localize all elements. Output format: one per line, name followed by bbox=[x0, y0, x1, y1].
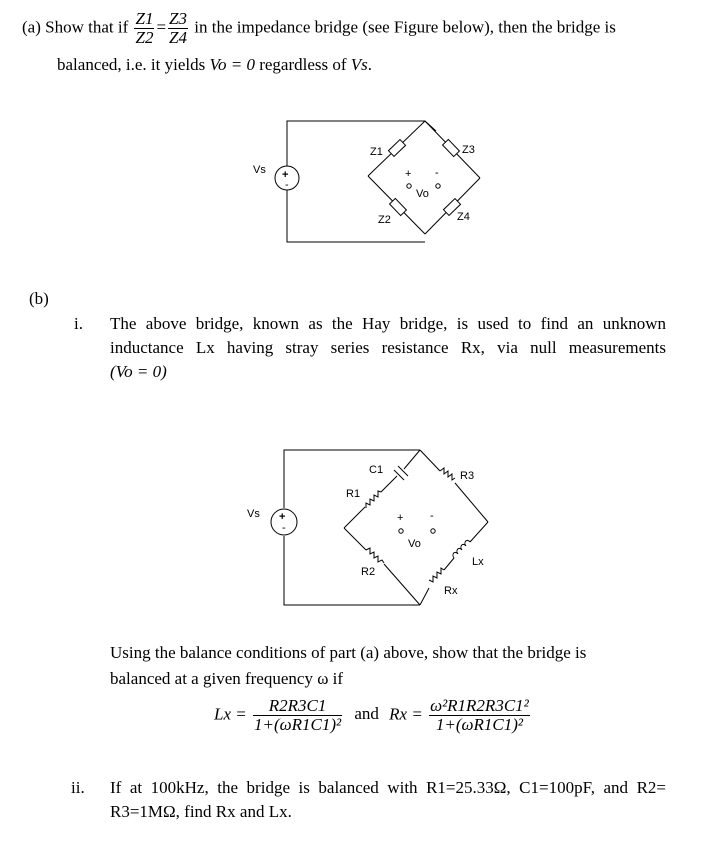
balance-line1: Using the balance conditions of part (a) above, show that the bridge is bbox=[110, 643, 587, 662]
part-a-period: . bbox=[367, 55, 373, 74]
lx-fraction bbox=[253, 697, 342, 734]
fig2-vo-label: Vo bbox=[408, 538, 421, 550]
item-i-line2: inductance Lx having stray series resistance Rx, via null measurements bbox=[110, 338, 666, 357]
ratio-right-num: Z3 bbox=[169, 9, 188, 28]
fig2-left-lower-wire bbox=[344, 507, 365, 528]
fig2-rx-wire-a bbox=[444, 558, 454, 570]
fig2-r3-wire-b bbox=[455, 483, 488, 522]
item-i-marker: i. bbox=[74, 314, 83, 333]
rx-denominator: 1+(ωR1C1)² bbox=[435, 715, 523, 734]
fig1-z2-label: Z2 bbox=[378, 214, 391, 226]
fig2-minus: - bbox=[282, 522, 286, 534]
fig2-r1-label: R1 bbox=[346, 488, 361, 500]
fig2-left-upper-wire bbox=[404, 450, 420, 469]
fig1-z3-label: Z3 bbox=[462, 144, 475, 156]
fig1-z1-label: Z1 bbox=[370, 146, 383, 158]
part-a-line2-mid: regardless of bbox=[259, 55, 347, 74]
part-b-label: (b) bbox=[29, 289, 49, 308]
ratio-eq: = bbox=[156, 17, 167, 37]
item-ii-line2: R3=1MΩ, find Rx and Lx. bbox=[110, 802, 292, 821]
ratio-right-den: Z4 bbox=[169, 28, 188, 47]
fig2-vo-plus-terminal bbox=[399, 529, 403, 533]
fig1-vo-minus: - bbox=[435, 167, 439, 179]
ratio-left-den: Z2 bbox=[135, 28, 154, 47]
and-word: and bbox=[354, 704, 379, 724]
fig2-r3-wire-a bbox=[420, 450, 440, 471]
fig2-lx-label: Lx bbox=[472, 556, 484, 568]
fig1-vs-label: Vs bbox=[253, 164, 266, 176]
equation-row bbox=[214, 697, 532, 734]
balance-line2: balanced at a given frequency ω if bbox=[110, 669, 344, 688]
rx-fraction bbox=[429, 697, 530, 734]
fig2-vs-label: Vs bbox=[247, 508, 260, 520]
fig2-lx-wire bbox=[470, 522, 488, 542]
lx-lhs: Lx = bbox=[214, 704, 247, 724]
fig2-vo-minus-terminal bbox=[431, 529, 435, 533]
fig2-wire-bottom bbox=[284, 536, 420, 605]
fig2-c1-plate-a bbox=[398, 466, 408, 476]
fig2-c1-plate-b bbox=[394, 470, 404, 480]
fig2-lx-coil bbox=[453, 540, 470, 558]
fig2-plus: + bbox=[279, 511, 286, 523]
fig1-plus: + bbox=[282, 169, 289, 181]
fig2-r3-label: R3 bbox=[460, 470, 475, 482]
fig2-vo-plus: + bbox=[397, 512, 404, 524]
rx-lhs: Rx = bbox=[389, 704, 423, 724]
item-ii-marker: ii. bbox=[71, 778, 85, 797]
part-a-text-after: in the impedance bridge (see Figure below), then the bridge is bbox=[194, 17, 616, 37]
fig2-rx-zigzag bbox=[429, 568, 444, 582]
part-a-text-before: Show that if bbox=[45, 17, 129, 37]
fig1-vo-label: Vo bbox=[416, 188, 429, 200]
item-ii-line1: If at 100kHz, the bridge is balanced with R1=25.33Ω, C1=100pF, and R2= bbox=[110, 778, 666, 797]
fig1-vo-plus: + bbox=[405, 168, 412, 180]
ratio-left-num: Z1 bbox=[135, 9, 154, 28]
part-a-vs: Vs bbox=[350, 55, 368, 74]
fig2-r2-zigzag bbox=[366, 548, 384, 563]
fig1-minus: - bbox=[285, 179, 289, 191]
lx-numerator: R2R3C1 bbox=[253, 697, 342, 716]
item-i-line3: (Vo = 0) bbox=[110, 362, 167, 381]
fig2-c1-label: C1 bbox=[369, 464, 384, 476]
lx-denominator: 1+(ωR1C1)² bbox=[253, 715, 342, 734]
part-a-label: (a) bbox=[22, 17, 41, 37]
fig2-r3-zigzag bbox=[440, 468, 455, 480]
fig2-r2-wire-b bbox=[384, 564, 420, 605]
fig2-r2-wire-a bbox=[344, 528, 366, 550]
fig2-rx-label: Rx bbox=[444, 585, 458, 597]
fig2-vo-minus: - bbox=[430, 510, 434, 522]
rx-numerator: ω²R1R2R3C1² bbox=[430, 696, 529, 715]
fig2-r2-label: R2 bbox=[361, 566, 376, 578]
item-i-line1: The above bridge, known as the Hay bridge, is used to find an unknown bbox=[110, 314, 666, 333]
fig2-r1-zigzag bbox=[366, 491, 381, 508]
item-ii-text bbox=[110, 776, 666, 824]
part-a-line2-before: balanced, i.e. it yields bbox=[57, 55, 206, 74]
fig2-rx-wire-b bbox=[420, 588, 429, 605]
fig1-z4-label: Z4 bbox=[457, 211, 470, 223]
fig2-left-mid-wire bbox=[381, 476, 397, 492]
part-a-vo-eq: Vo = 0 bbox=[209, 55, 255, 74]
